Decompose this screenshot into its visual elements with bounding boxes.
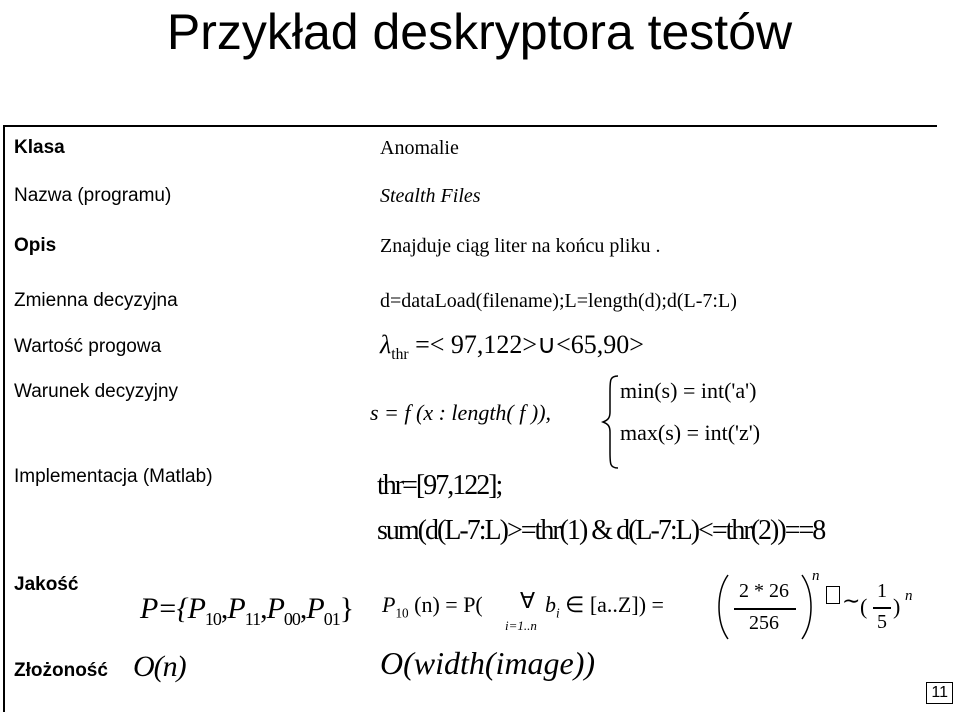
p-set-open: P={P bbox=[140, 592, 205, 625]
lambda-sub: thr bbox=[391, 346, 409, 364]
value-opis: Znajduje ciąg liter na końcu pliku . bbox=[380, 235, 661, 257]
bi-sub: i bbox=[556, 605, 560, 621]
formula-p: P bbox=[382, 592, 396, 617]
power-n: n bbox=[812, 568, 820, 584]
impl-line2: sum(d(L-7:L)>=thr(1) & d(L-7:L)<=thr(2))==8 bbox=[377, 515, 825, 546]
paren-close: ) bbox=[893, 594, 901, 619]
p10-sub: 10 bbox=[204, 609, 221, 629]
bi-expr bbox=[545, 592, 664, 621]
frac-den: 256 bbox=[749, 612, 779, 634]
value-zmienna: d=dataLoad(filename);L=length(d);d(L-7:L) bbox=[380, 290, 737, 312]
forall-range: i=1..n bbox=[505, 618, 537, 633]
approx-symbol: ∼ bbox=[842, 588, 861, 613]
page-title: Przykład deskryptora testów bbox=[166, 4, 793, 60]
label-zlozonosc: Złożoność bbox=[14, 660, 108, 681]
label-wartosc: Wartość progowa bbox=[14, 336, 162, 357]
impl-line1: thr=[97,122]; bbox=[377, 470, 502, 501]
lambda-symbol: λ bbox=[380, 330, 392, 359]
frac2-num: 1 bbox=[877, 580, 887, 602]
p00-sub: 00 bbox=[283, 609, 300, 629]
power2-n: n bbox=[905, 588, 913, 604]
label-nazwa: Nazwa (programu) bbox=[14, 185, 172, 206]
p01-sub: 01 bbox=[323, 609, 340, 629]
frac-line bbox=[734, 608, 796, 610]
bi-symbol: b bbox=[545, 592, 556, 617]
union-symbol: ∪ bbox=[537, 330, 557, 359]
quality-set: $P=\{P_{10},P_{11},P_{00},P_{01}\}$ bbox=[140, 592, 354, 629]
formula-p-sub: 10 bbox=[395, 605, 409, 621]
p11-sub: 11 bbox=[244, 609, 261, 629]
quality-formula bbox=[382, 592, 483, 621]
condition-max: max(s) = int('z') bbox=[620, 420, 761, 445]
label-zmienna: Zmienna decyzyjna bbox=[14, 290, 178, 311]
label-impl: Implementacja (Matlab) bbox=[14, 466, 213, 487]
condition-brace bbox=[600, 372, 622, 472]
frac2-den: 5 bbox=[877, 611, 887, 633]
formula-mid: (n) = P( bbox=[408, 592, 483, 617]
threshold-expr: =< 97,122> bbox=[408, 330, 538, 359]
label-jakosc: Jakość bbox=[14, 574, 79, 595]
label-opis: Opis bbox=[14, 235, 57, 256]
label-klasa: Klasa bbox=[14, 137, 65, 158]
in-set: ∈ [a..Z]) = bbox=[559, 592, 664, 617]
condition-min: min(s) = int('a') bbox=[620, 378, 757, 403]
frac2-line bbox=[873, 607, 891, 609]
condition-lhs: s = f (x : length( f )), bbox=[370, 400, 552, 425]
threshold-expr2: <65,90> bbox=[556, 330, 644, 359]
complexity-big: O(width(image)) bbox=[380, 645, 596, 681]
label-warunek: Warunek decyzyjny bbox=[14, 381, 179, 402]
threshold-formula bbox=[380, 330, 644, 364]
frac-num: 2 * 26 bbox=[739, 580, 789, 602]
forall-symbol: ∀ bbox=[520, 588, 536, 613]
page-number: 11 bbox=[926, 682, 953, 704]
missing-glyph-icon bbox=[826, 586, 840, 604]
paren-open: ( bbox=[860, 594, 868, 619]
value-nazwa: Stealth Files bbox=[380, 185, 481, 207]
value-klasa: Anomalie bbox=[380, 137, 459, 159]
complexity-small: O(n) bbox=[133, 650, 186, 683]
left-paren bbox=[712, 572, 732, 642]
